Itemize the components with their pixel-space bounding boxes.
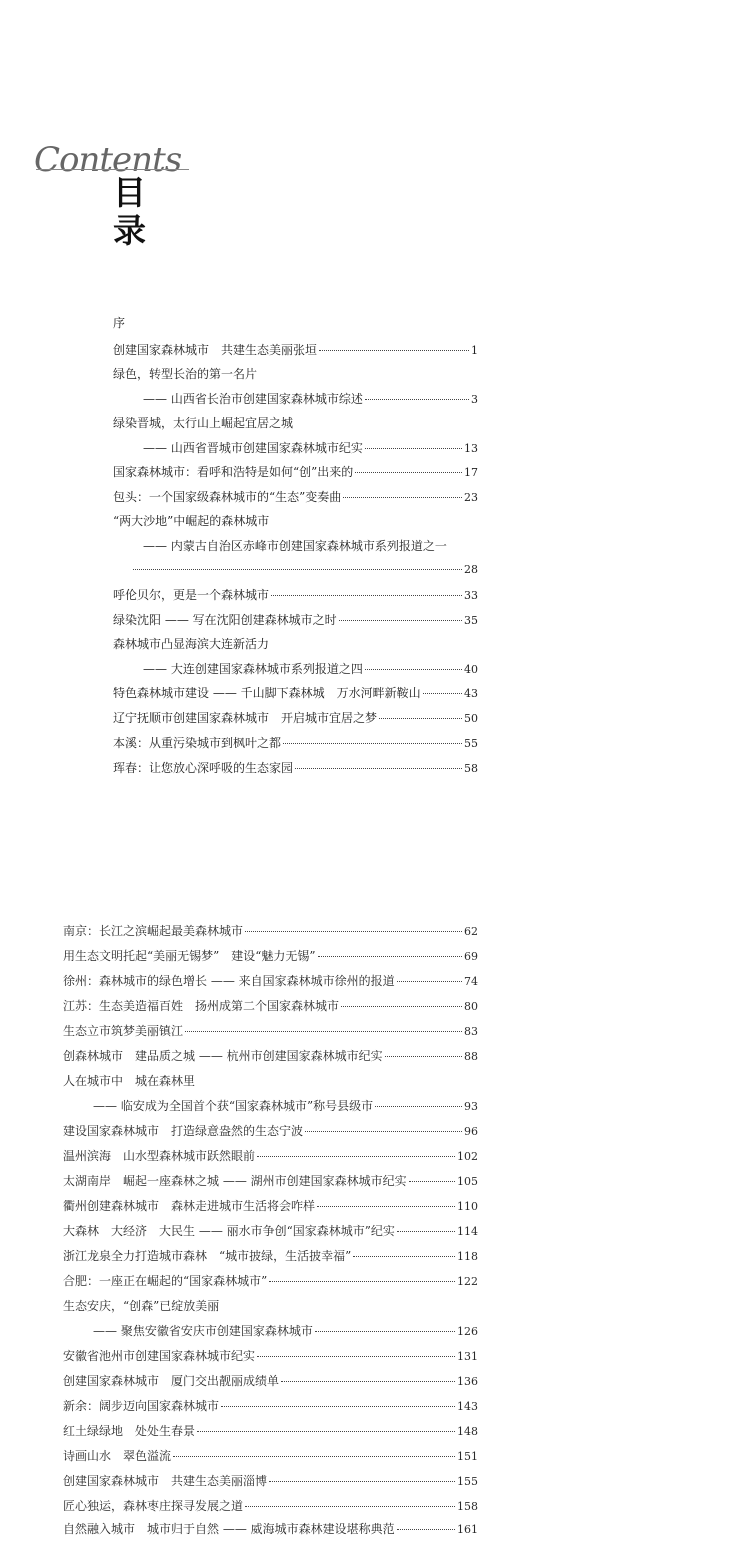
toc-entry-title: 呼伦贝尔，更是一个森林城市 <box>113 588 270 602</box>
toc-entry-page: 151 <box>457 1450 478 1463</box>
toc-leader-dots <box>133 569 462 570</box>
page-title: 目录 <box>113 173 146 250</box>
toc-entry <box>63 1198 478 1215</box>
toc-leader-dots <box>281 1381 455 1382</box>
toc-entry-page: 136 <box>457 1375 478 1388</box>
toc-leader-dots <box>341 1006 462 1007</box>
toc-entry <box>113 415 478 431</box>
toc-entry-title: 辽宁抚顺市创建国家森林城市 开启城市宜居之梦 <box>113 711 378 725</box>
toc-entry-title: 创建国家森林城市 共建生态美丽淄博 <box>63 1474 268 1488</box>
toc-entry-title: —— 山西省长治市创建国家森林城市综述 <box>143 392 363 406</box>
toc-entry-title: 自然融入城市 城市归于自然 —— 威海城市森林建设堪称典范 <box>63 1522 395 1536</box>
toc-leader-dots <box>375 1106 462 1107</box>
toc-leader-dots <box>385 1056 462 1057</box>
toc-entry-page: 35 <box>464 614 478 627</box>
toc-entry-title: 本溪：从重污染城市到枫叶之都 <box>113 736 282 750</box>
toc-entry-title: 绿色，转型长治的第一名片 <box>113 367 258 381</box>
toc-entry <box>113 735 478 752</box>
toc-entry-title: 安徽省池州市创建国家森林城市纪实 <box>63 1349 256 1363</box>
toc-entry-title: —— 聚焦安徽省安庆市创建国家森林城市 <box>93 1324 313 1338</box>
toc-entry <box>63 1373 478 1390</box>
toc-entry-page: 105 <box>457 1175 478 1188</box>
toc-entry <box>143 440 478 457</box>
toc-entry-title: 衢州创建森林城市 森林走进城市生活将会咋样 <box>63 1199 316 1213</box>
toc-entry <box>63 1148 478 1165</box>
toc-entry-page: 143 <box>457 1400 478 1413</box>
toc-leader-dots <box>365 399 469 400</box>
toc-leader-dots <box>257 1356 455 1357</box>
toc-entry <box>63 1023 478 1040</box>
toc-leader-dots <box>315 1331 455 1332</box>
toc-entry <box>63 1423 478 1440</box>
toc-entry <box>93 1323 478 1340</box>
toc-entry-title: 温州滨海 山水型森林城市跃然眼前 <box>63 1149 256 1163</box>
toc-entry-title: 大森林 大经济 大民生 —— 丽水市争创“国家森林城市”纪实 <box>63 1224 395 1238</box>
toc-entry-page: 126 <box>457 1325 478 1338</box>
toc-leader-dots <box>317 1206 455 1207</box>
toc-entry-page: 114 <box>457 1225 478 1238</box>
toc-entry-title: 绿染沈阳 —— 写在沈阳创建森林城市之时 <box>113 613 337 627</box>
toc-leader-dots <box>397 1231 455 1232</box>
toc-entry-page: 96 <box>464 1125 478 1138</box>
toc-entry-title: “两大沙地”中崛起的森林城市 <box>113 514 270 528</box>
toc-entry-title: 人在城市中 城在森林里 <box>63 1074 196 1088</box>
toc-entry-page: 74 <box>464 975 478 988</box>
toc-leader-dots <box>269 1481 455 1482</box>
toc-entry-page: 17 <box>464 466 478 479</box>
toc-entry-page: 122 <box>457 1275 478 1288</box>
toc-entry-page: 83 <box>464 1025 478 1038</box>
toc-entry-title: 徐州：森林城市的绿色增长 —— 来自国家森林城市徐州的报道 <box>63 974 395 988</box>
toc-leader-dots <box>221 1406 455 1407</box>
toc-leader-dots <box>295 768 462 769</box>
toc-entry-page: 23 <box>464 491 478 504</box>
toc-entry <box>113 587 478 604</box>
toc-entry-title: 创建国家森林城市 厦门交出靓丽成绩单 <box>63 1374 280 1388</box>
toc-leader-dots <box>318 956 462 957</box>
toc-leader-dots <box>283 743 462 744</box>
toc-entry-title: 太湖南岸 崛起一座森林之城 —— 湖州市创建国家森林城市纪实 <box>63 1174 407 1188</box>
toc-entry-page: 155 <box>457 1475 478 1488</box>
toc-entry <box>93 1098 478 1115</box>
toc-entry <box>63 948 478 965</box>
toc-entry <box>113 513 478 529</box>
toc-entry-page: 13 <box>464 442 478 455</box>
toc-leader-dots <box>173 1456 455 1457</box>
toc-leader-dots <box>397 1529 455 1530</box>
toc-entry <box>143 661 478 678</box>
toc-entry-title: 国家森林城市：看呼和浩特是如何“创”出来的 <box>113 465 354 479</box>
toc-entry-page: 33 <box>464 589 478 602</box>
toc-entry <box>113 342 478 359</box>
toc-entry-title: 创森林城市 建品质之城 —— 杭州市创建国家森林城市纪实 <box>63 1049 383 1063</box>
toc-leader-dots <box>397 981 462 982</box>
toc-entry-page: 118 <box>457 1250 478 1263</box>
toc-entry-page: 3 <box>471 393 478 406</box>
toc-entry <box>63 998 478 1015</box>
toc-entry <box>63 1298 478 1314</box>
toc-leader-dots <box>305 1131 462 1132</box>
toc-entry <box>63 1498 478 1515</box>
toc-entry <box>143 391 478 408</box>
contents-script-title: Contents <box>34 140 182 180</box>
toc-entry-title: 江苏：生态美造福百姓 扬州成第二个国家森林城市 <box>63 999 340 1013</box>
toc-leader-dots <box>197 1431 455 1432</box>
toc-entry <box>113 636 478 652</box>
toc-entry-page: 88 <box>464 1050 478 1063</box>
toc-entry-title: 红土绿绿地 处处生春景 <box>63 1424 196 1438</box>
toc-entry-title: 合肥：一座正在崛起的“国家森林城市” <box>63 1274 268 1288</box>
toc-leader-dots <box>409 1181 455 1182</box>
toc-entry-page: 28 <box>464 563 478 576</box>
toc-entry-title: —— 内蒙古自治区赤峰市创建国家森林城市系列报道之一 <box>143 539 447 553</box>
toc-entry <box>113 366 478 382</box>
toc-leader-dots <box>269 1281 455 1282</box>
toc-entry <box>63 1398 478 1415</box>
toc-entry <box>63 1521 478 1538</box>
toc-leader-dots <box>365 448 462 449</box>
toc-entry-title: 序 <box>113 316 126 330</box>
toc-entry-title: 匠心独运，森林枣庄探寻发展之道 <box>63 1499 244 1513</box>
toc-entry <box>113 710 478 727</box>
toc-entry-title: —— 山西省晋城市创建国家森林城市纪实 <box>143 441 363 455</box>
toc-entry <box>63 1223 478 1240</box>
toc-entry <box>143 538 478 554</box>
toc-leader-dots <box>353 1256 455 1257</box>
toc-leader-dots <box>365 669 462 670</box>
toc-leader-dots <box>271 595 462 596</box>
toc-entry-page: 158 <box>457 1500 478 1513</box>
toc-leader-dots <box>245 1506 455 1507</box>
toc-leader-dots <box>343 497 462 498</box>
toc-leader-dots <box>185 1031 462 1032</box>
toc-entry-title: 新余：阔步迈向国家森林城市 <box>63 1399 220 1413</box>
toc-entry <box>113 612 478 629</box>
toc-entry <box>63 973 478 990</box>
toc-entry-page: 131 <box>457 1350 478 1363</box>
toc-entry <box>63 1273 478 1290</box>
toc-entry <box>63 1348 478 1365</box>
toc-entry-title: 生态安庆，“创森”已绽放美丽 <box>63 1299 220 1313</box>
toc-entry <box>131 562 478 578</box>
toc-entry <box>63 1048 478 1065</box>
toc-leader-dots <box>319 350 469 351</box>
toc-entry-page: 161 <box>457 1523 478 1536</box>
toc-entry-title: 诗画山水 翠色溢流 <box>63 1449 172 1463</box>
toc-entry-title: 特色森林城市建设 —— 千山脚下森林城 万水河畔新鞍山 <box>113 686 421 700</box>
toc-entry-title: —— 临安成为全国首个获“国家森林城市”称号县级市 <box>93 1099 374 1113</box>
toc-entry <box>63 923 478 940</box>
toc-entry-title: 建设国家森林城市 打造绿意盎然的生态宁波 <box>63 1124 304 1138</box>
toc-entry-page: 62 <box>464 925 478 938</box>
toc-entry-title: 浙江龙泉全力打造城市森林 “城市披绿，生活披幸福” <box>63 1249 352 1263</box>
toc-entry-title: 生态立市筑梦美丽镇江 <box>63 1024 184 1038</box>
toc-entry <box>113 489 478 506</box>
toc-entry-title: 珲春：让您放心深呼吸的生态家园 <box>113 761 294 775</box>
toc-entry <box>63 1123 478 1140</box>
toc-entry-page: 1 <box>471 344 478 357</box>
toc-entry-title: 创建国家森林城市 共建生态美丽张垣 <box>113 343 318 357</box>
toc-leader-dots <box>245 931 462 932</box>
toc-entry-title: 绿染晋城，太行山上崛起宜居之城 <box>113 416 294 430</box>
toc-entry-page: 102 <box>457 1150 478 1163</box>
toc-entry <box>63 1448 478 1465</box>
toc-entry <box>113 315 478 331</box>
toc-entry-title: 南京：长江之滨崛起最美森林城市 <box>63 924 244 938</box>
toc-entry <box>113 760 478 777</box>
toc-entry-page: 55 <box>464 737 478 750</box>
toc-leader-dots <box>379 718 462 719</box>
toc-entry <box>63 1073 478 1089</box>
toc-entry-title: 包头：一个国家级森林城市的“生态”变奏曲 <box>113 490 342 504</box>
toc-entry <box>63 1173 478 1190</box>
toc-entry-page: 69 <box>464 950 478 963</box>
toc-leader-dots <box>423 693 462 694</box>
toc-leader-dots <box>257 1156 455 1157</box>
toc-entry-title: 用生态文明托起“美丽无锡梦” 建设“魅力无锡” <box>63 949 316 963</box>
toc-entry <box>113 464 478 481</box>
toc-entry <box>63 1473 478 1490</box>
toc-entry-page: 50 <box>464 712 478 725</box>
toc-entry-page: 93 <box>464 1100 478 1113</box>
toc-entry-page: 43 <box>464 687 478 700</box>
toc-entry-page: 110 <box>457 1200 478 1213</box>
toc-leader-dots <box>339 620 462 621</box>
toc-entry <box>113 685 478 702</box>
toc-entry-title: —— 大连创建国家森林城市系列报道之四 <box>143 662 363 676</box>
toc-entry <box>63 1248 478 1265</box>
toc-entry-page: 58 <box>464 762 478 775</box>
toc-entry-page: 40 <box>464 663 478 676</box>
toc-entry-page: 148 <box>457 1425 478 1438</box>
toc-leader-dots <box>355 472 462 473</box>
toc-entry-page: 80 <box>464 1000 478 1013</box>
toc-entry-title: 森林城市凸显海滨大连新活力 <box>113 637 270 651</box>
